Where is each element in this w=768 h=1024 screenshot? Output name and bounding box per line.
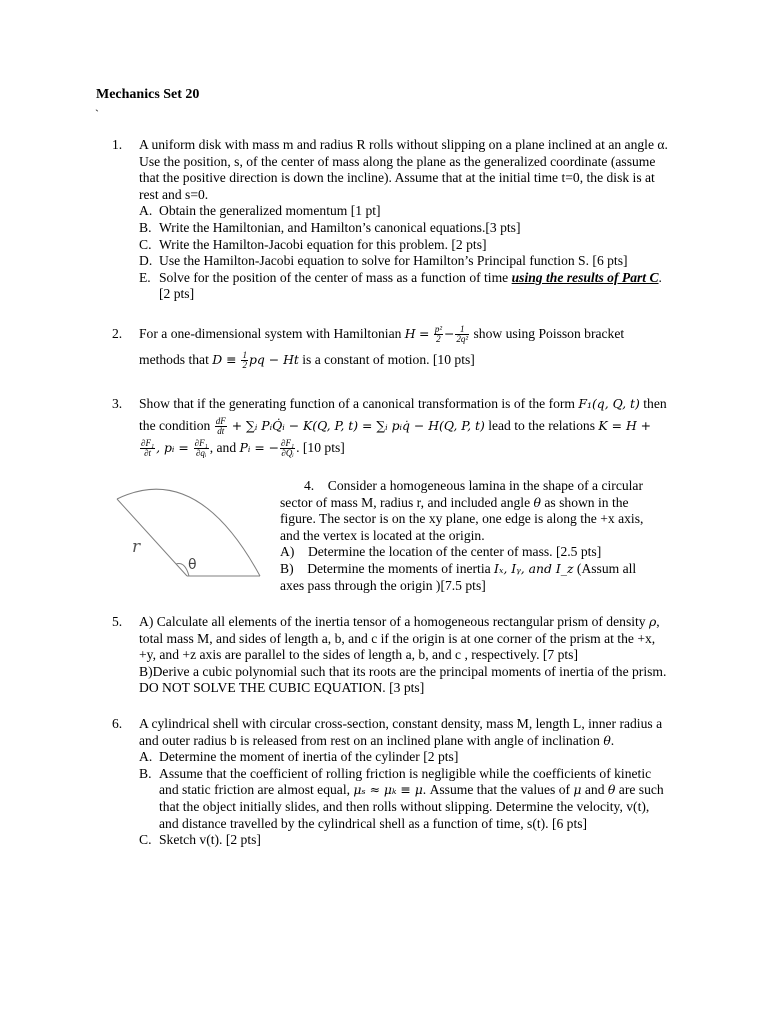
question-text: , and — [209, 440, 240, 455]
numerator: ∂F₁ — [281, 438, 295, 449]
math-equals: = — [419, 326, 430, 341]
numerator: p² — [434, 324, 443, 335]
numerator: 1 — [455, 325, 469, 335]
math-d: D ≡ — [212, 352, 241, 367]
sub-item-text: . Assume that the values of — [422, 782, 574, 798]
sub-item-letter: A) — [280, 544, 295, 560]
denominator: 2q² — [456, 334, 469, 345]
sub-item-text: Determine the moment of inertia of the cylinder [2 pts] — [159, 749, 459, 765]
sub-item-a — [139, 749, 672, 766]
question-text: A cylindrical shell with circular cross-section, constant density, mass M, length L, inner radius a and outer radius b is released from rest on an inclined plane with angle of inclination — [139, 716, 663, 748]
sub-item-c — [139, 237, 672, 254]
sub-item-a — [139, 203, 672, 220]
question-text: then the condition — [139, 396, 667, 433]
sub-item-letter: B. — [139, 765, 152, 781]
question-text: Show that if the generating function of a canonical transformation is of the form — [139, 396, 579, 411]
sub-item-text: Determine the location of the center of mass. [2.5 pts] — [307, 544, 602, 560]
stray-mark: ` — [95, 107, 99, 121]
fraction-p2-over-2 — [434, 325, 443, 344]
question-number: 2. — [112, 326, 123, 341]
question-text: as shown in the figure. The sector is on the xy plane, one edge is along the +x axis, and the vertex is located at the origin. — [280, 494, 644, 543]
sub-item-text: Sketch v(t). [2 pts] — [159, 832, 261, 848]
question-text: A uniform disk with mass m and radius R rolls without slipping on a plane inclined at an angle α. Use the position, s, of the center of mass along the plane as the generalized coordinate (assume that the positive direction is down the incline). Assume that at the initial time t=0, the disk is at rest and s=0. — [139, 137, 668, 202]
question-text-b: B)Derive a cubic polynomial such that its roots are the principal moments of inertia of the prism. DO NOT SOLVE THE CUBIC EQUATION. [3 pts] — [139, 663, 667, 696]
sub-item-letter: A. — [139, 749, 153, 765]
math-Pi: Pᵢ = − — [239, 440, 280, 455]
math-condition: + ∑ᵢ PᵢQ̇ᵢ − K(Q, P, t) = ∑ᵢ pᵢq̇ − H(Q, P, t) — [227, 418, 485, 433]
sub-item-text: Solve for the position of the center of mass as a function of time — [159, 269, 512, 285]
math-theta: θ — [533, 494, 541, 510]
sub-item-e — [139, 270, 672, 303]
question-text-end: . — [610, 732, 615, 748]
sub-item-letter: B) — [280, 560, 294, 576]
sub-item-b — [139, 220, 672, 237]
question-text-a — [139, 614, 672, 664]
fraction-half — [241, 351, 248, 370]
math-generating-function: F₁(q, Q, t) — [578, 396, 640, 411]
question-number: 4. — [304, 478, 315, 493]
sub-item-text: Determine the moments of inertia — [307, 560, 495, 576]
fraction-dF1-dt — [140, 439, 155, 458]
sub-item-text: (Assum all axes pass through the origin )[7.5 pts] — [280, 560, 637, 593]
question-4 — [280, 478, 652, 594]
denominator: dt — [217, 426, 225, 437]
numerator: ∂F₁ — [194, 438, 208, 449]
question-2 — [112, 321, 672, 373]
sub-item-letter: B. — [139, 219, 152, 235]
numerator: 1 — [242, 350, 247, 361]
question-number: 3. — [112, 396, 123, 411]
sub-item-letter: A. — [139, 203, 153, 219]
question-text: show using Poisson bracket methods that — [139, 326, 625, 367]
denominator: 2 — [436, 334, 441, 345]
fraction-1-over-2q2 — [455, 325, 469, 344]
sector-edge-radius — [117, 499, 187, 576]
sub-item-letter: C. — [139, 832, 152, 848]
sub-item-tail: . [2 pts] — [159, 269, 662, 302]
math-pi: , pᵢ = — [156, 440, 193, 455]
question-6 — [112, 716, 672, 849]
sub-item-letter: E. — [139, 269, 151, 285]
sub-item-text: Assume that the coefficient of rolling friction is negligible while the coefficients of kinetic and static friction are almost equal, — [159, 765, 652, 798]
sub-item-d — [139, 253, 672, 270]
math-pq-ht: pq − Ht — [248, 352, 299, 367]
sub-item-c — [139, 832, 672, 849]
denominator: ∂Qᵢ — [281, 448, 294, 459]
sub-item-text: and — [581, 782, 608, 798]
math-h: H — [404, 326, 416, 341]
question-text: lead to the relations — [484, 418, 599, 433]
question-5 — [112, 614, 672, 697]
math-moments: Iₓ, Iᵧ, and I_z — [494, 560, 574, 576]
question-text: A) Calculate all elements of the inertia tensor of a homogeneous rectangular prism of density — [139, 614, 649, 629]
math-minus: − — [444, 326, 455, 341]
sub-item-text: are such that the object initially slides, and then rolls without slipping. Determine the velocity, v(t), and distance travelled by the cylindrical shell as a function of time, s(t). [6 pts] — [159, 782, 664, 831]
sub-item-text: Write the Hamilton-Jacobi equation for this problem. [2 pts] — [159, 236, 487, 252]
fraction-dF1-dqi — [194, 439, 209, 458]
numerator: dF — [215, 416, 226, 427]
page-title: Mechanics Set 20 — [96, 87, 200, 102]
fraction-df-dt — [215, 417, 227, 436]
question-text: . [10 pts] — [296, 440, 345, 455]
sub-item-text: Obtain the generalized momentum [1 pt] — [159, 203, 381, 219]
question-3 — [112, 393, 672, 459]
emphasis-text: using the results of Part C — [511, 269, 659, 285]
question-number: 6. — [112, 716, 123, 731]
angle-label: θ — [188, 557, 197, 573]
fraction-dF1-dQi — [280, 439, 295, 458]
math-theta: θ — [607, 782, 616, 798]
math-theta: θ — [603, 732, 611, 748]
circular-sector-figure — [112, 485, 262, 581]
math-k: K = H + — [598, 418, 652, 433]
question-number: 5. — [112, 614, 123, 629]
question-text: , total mass M, and sides of length a, b, and c if the origin is at one corner of the prism at the +x, +y, and +z axis are parallel to the sides of length a, b, and c , respectively. [7 pts] — [139, 614, 660, 663]
math-mu: μ — [573, 782, 582, 798]
numerator: ∂F₁ — [141, 438, 155, 449]
radius-label: r — [132, 537, 141, 557]
question-text: is a constant of motion. [10 pts] — [298, 352, 475, 367]
denominator: ∂t — [144, 448, 152, 459]
sub-item-letter: D. — [139, 253, 153, 269]
sub-item-b — [139, 766, 672, 832]
sub-item-text: Write the Hamiltonian, and Hamilton’s canonical equations.[3 pts] — [159, 219, 521, 235]
question-text: For a one-dimensional system with Hamiltonian — [139, 326, 405, 341]
math-rho: ρ — [648, 614, 657, 629]
sub-item-text: Use the Hamilton-Jacobi equation to solve for Hamilton’s Principal function S. [6 pts] — [159, 253, 628, 269]
denominator: 2 — [242, 360, 247, 371]
math-friction: μₛ ≈ μₖ ≡ μ — [353, 782, 423, 798]
question-1 — [112, 137, 672, 303]
sub-item-letter: C. — [139, 236, 152, 252]
denominator: ∂qᵢ — [195, 448, 207, 459]
question-text: Consider a homogeneous lamina in the shape of a circular sector of mass M, radius r, and included angle — [280, 478, 643, 510]
question-number: 1. — [112, 137, 123, 152]
